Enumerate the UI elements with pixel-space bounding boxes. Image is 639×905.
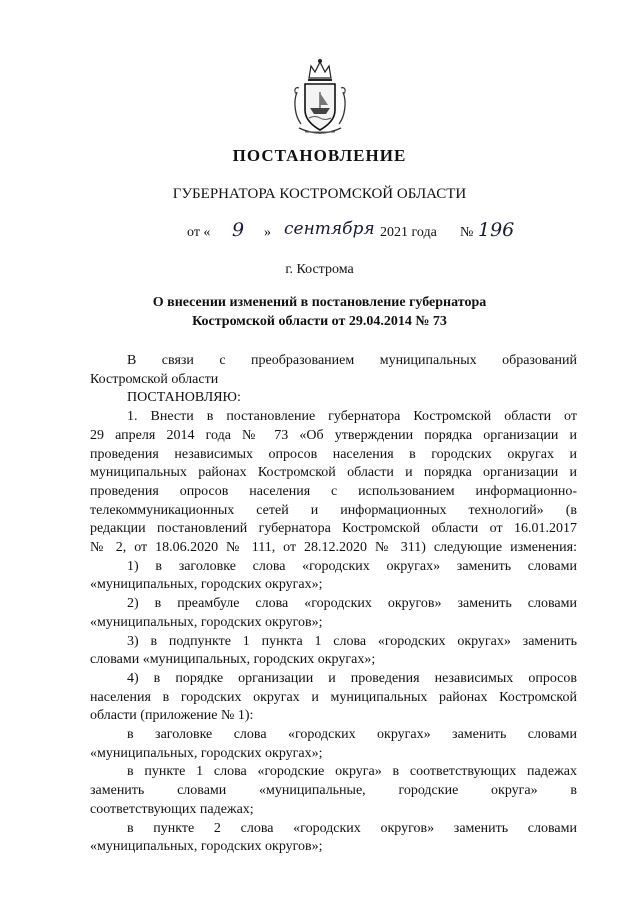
body-line: № 2, от 18.06.2020 № 111, от 28.12.2020 № 311) следующие изменения: [90,540,577,556]
document-title: ПОСТАНОВЛЕНИЕ [232,146,407,165]
body-line: в пункте 2 слова «городских округов» заменить словами [127,820,577,836]
city-line: г. Кострома [285,262,354,277]
date-year: 2021 года [380,225,437,240]
date-mid: » [264,225,271,240]
body-line: 1. Внести в постановление губернатора Костромской области от [127,409,577,425]
body-line: 29 апреля 2014 года № 73 «Об утверждении порядка организации и [90,427,577,443]
body-line: области (приложение № 1): [90,708,254,724]
number-label: № [460,225,474,240]
body-line: редакции постановлений губернатора Костромской области от 16.01.2017 [90,521,577,537]
document-subtitle: ГУБЕРНАТОРА КОСТРОМСКОЙ ОБЛАСТИ [172,186,467,202]
heading-line: Костромской области от 29.04.2014 № 73 [192,314,447,329]
document-body [90,352,577,857]
body-line: Костромской области [90,371,219,387]
body-line: муниципальных районах Костромской области и порядка организации и [90,465,577,481]
body-line: проведения независимых опросов населения в городских округах и [90,446,577,462]
body-line: словами «муниципальных, городских округах»; [90,652,376,668]
heading-line: О внесении изменений в постановление губернатора [152,295,487,310]
body-line: 4) в порядке организации и проведения независимых опросов [127,670,577,686]
body-line: заменить словами «муниципальные, городские округа» в [90,783,577,799]
date-day-handwritten: 9 [232,219,245,241]
body-line: телекоммуникационных сетей и информационных технологий» (в [90,502,577,518]
body-line: в заголовке слова «городских округах» заменить словами [127,727,577,743]
body-line: проведения опросов населения с использованием информационно- [90,483,577,499]
body-line: 3) в подпункте 1 пункта 1 слова «городских округах» заменить [127,633,577,649]
body-line: в пункте 1 слова «городские округа» в соответствующих падежах [127,764,577,780]
document-heading [0,293,639,331]
body-line: «муниципальных, городских округов»; [90,839,323,855]
body-line: 1) в заголовке слова «городских округах» заменить словами [127,558,577,574]
body-line: «муниципальных, городских округах»; [90,745,323,761]
body-line: соответствующих падежах; [90,801,254,817]
body-line: «муниципальных, городских округов»; [90,614,323,630]
coat-of-arms-emblem [291,58,349,140]
date-month-handwritten: сентября [284,219,375,239]
body-line: ПОСТАНОВЛЯЮ: [127,390,241,406]
body-line: В связи с преобразованием муниципальных образований [127,353,577,368]
date-prefix: от « [187,225,211,240]
body-line: «муниципальных, городских округах»; [90,577,323,593]
body-line: населения в городских округах и муниципальных районах Костромской [90,689,577,705]
body-line: 2) в преамбуле слова «городских округов» заменить словами [127,596,577,612]
date-line [0,221,639,245]
document-number-handwritten: 196 [478,219,515,241]
